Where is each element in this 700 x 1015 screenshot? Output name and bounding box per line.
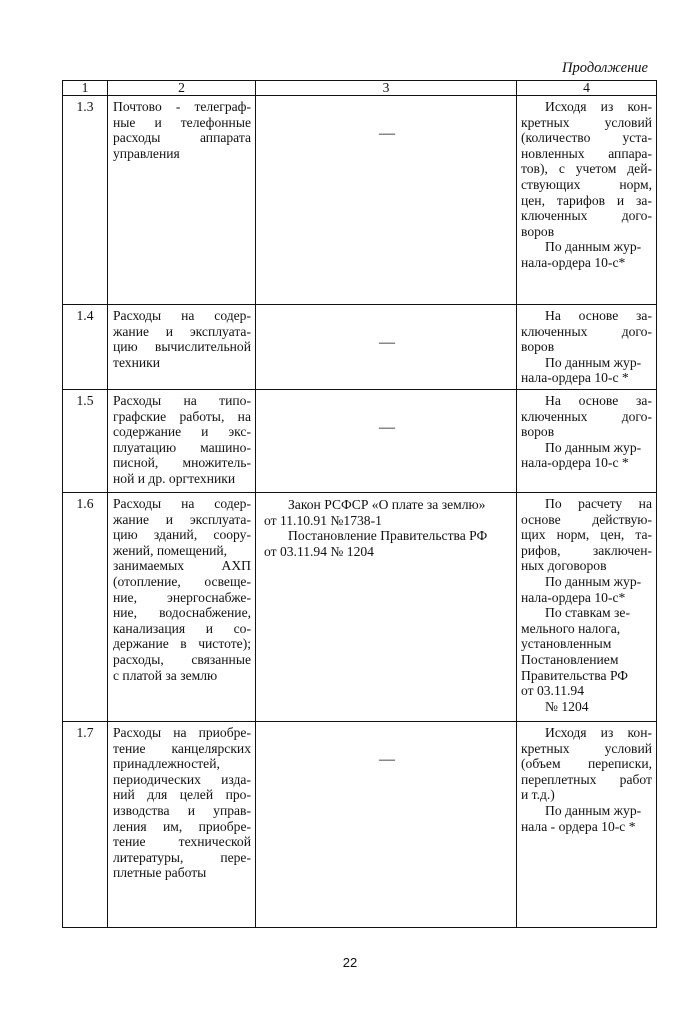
- row-number: 1.3: [63, 96, 108, 305]
- expense-name: Расходы на типо- графские работы, на содержание и экс- плуатацию машино- писной, множитель- ной и др. оргтехники: [108, 390, 256, 493]
- empty-dash: —: [379, 751, 395, 768]
- expense-name: Расходы на содер- жание и эксплуата- цию вычислительной техники: [108, 305, 256, 390]
- column-number: 3: [256, 81, 517, 96]
- legal-basis: [256, 305, 517, 390]
- table-row: [63, 493, 657, 722]
- cost-items-table: [62, 80, 657, 928]
- empty-dash: —: [379, 334, 395, 351]
- expense-name: Расходы на приобре- тение канцелярских принадлежностей, периодических изда- ний для целей про- изводства и управ- ления им, приобре- тение технической литературы, пере- плетные работы: [108, 722, 256, 928]
- row-number: 1.5: [63, 390, 108, 493]
- table-row: [63, 96, 657, 305]
- table-row: [63, 390, 657, 493]
- column-number: 4: [517, 81, 657, 96]
- column-number: 2: [108, 81, 256, 96]
- column-number-row: [63, 81, 657, 96]
- calculation-basis: По расчету на основе действую- щих норм, цен, та- рифов, заключен- ных договоров По данным жур- нала-ордера 10-с* По ставкам зе- мельного налога, установленным Постановлением Правительства РФ от 03.11.94 № 1204: [517, 493, 657, 722]
- expense-name: Расходы на содер- жание и эксплуата- цию зданий, соору- жений, помещений, занимаемых АХП (отопление, освеще- ние, энергоснабже- ние, водоснабжение, канализация и со- держание в чистоте); расходы, связанные с платой за землю: [108, 493, 256, 722]
- calculation-basis: Исходя из кон- кретных условий (количество уста- новленных аппара- тов), с учетом дей- ствующих норм, цен, тарифов и за- ключенных дого- воров По данным жур- нала-ордера 10-с*: [517, 96, 657, 305]
- empty-dash: —: [379, 419, 395, 436]
- row-number: 1.6: [63, 493, 108, 722]
- continuation-label: Продолжение: [562, 60, 648, 76]
- calculation-basis: Исходя из кон- кретных условий (объем переписки, переплетных работ и т.д.) По данным жур- нала - ордера 10-с *: [517, 722, 657, 928]
- column-number: 1: [63, 81, 108, 96]
- row-number: 1.7: [63, 722, 108, 928]
- expense-name: Почтово - телеграф- ные и телефонные расходы аппарата управления: [108, 96, 256, 305]
- legal-basis: [256, 390, 517, 493]
- page-number: 22: [342, 955, 358, 970]
- calculation-basis: На основе за- ключенных дого- воров По данным жур- нала-ордера 10-с *: [517, 390, 657, 493]
- legal-basis: [256, 722, 517, 928]
- legal-basis: [256, 96, 517, 305]
- table-row: [63, 305, 657, 390]
- row-number: 1.4: [63, 305, 108, 390]
- empty-dash: —: [379, 125, 395, 142]
- calculation-basis: На основе за- ключенных дого- воров По данным жур- нала-ордера 10-с *: [517, 305, 657, 390]
- table-row: [63, 722, 657, 928]
- legal-basis: Закон РСФСР «О плате за землю» от 11.10.91 №1738-1 Постановление Правительства РФ от 03.11.94 № 1204: [256, 493, 517, 722]
